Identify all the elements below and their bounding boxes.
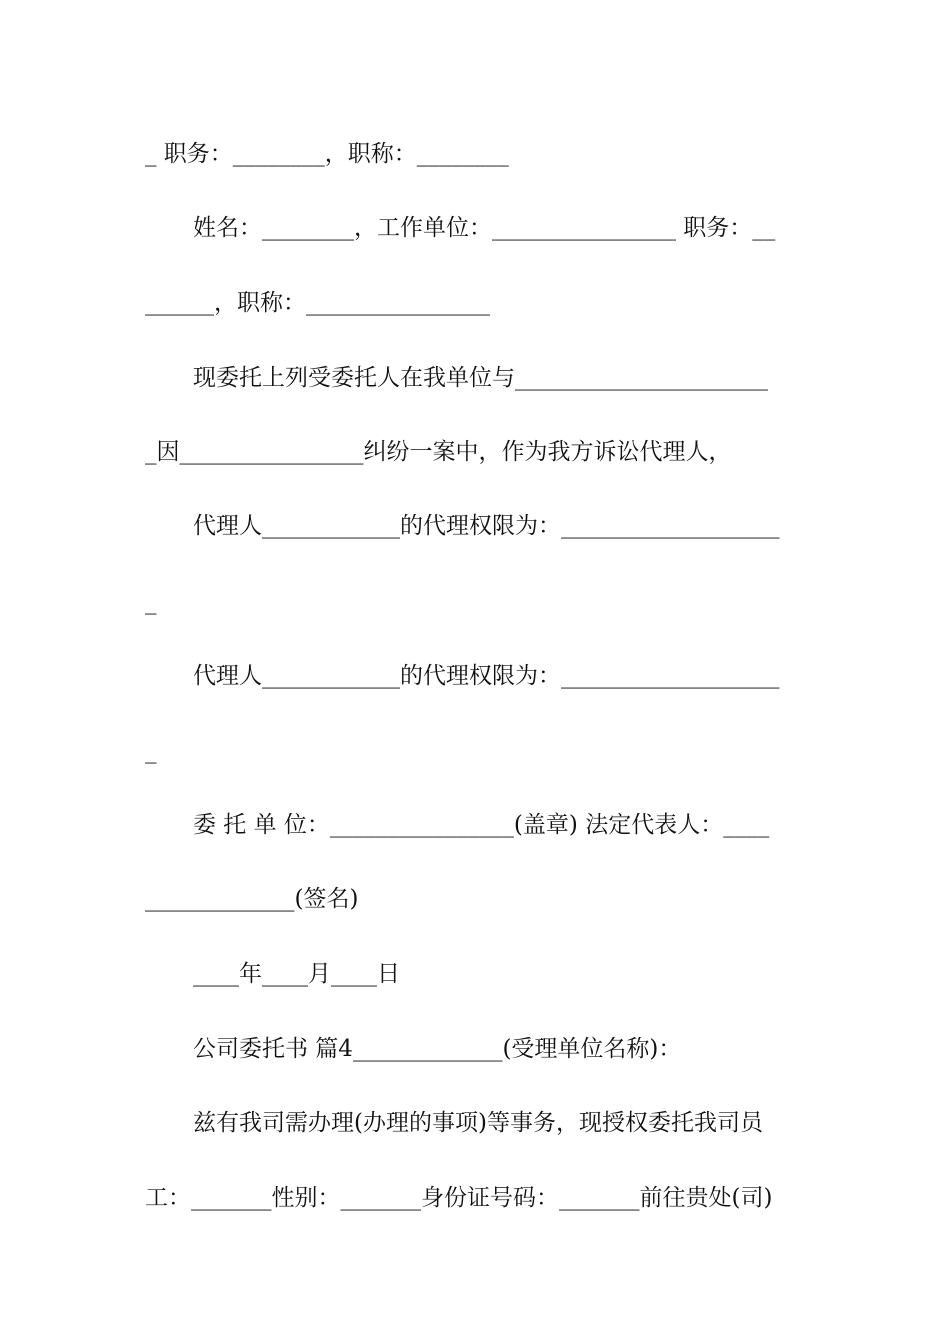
line-text: _____________(签名) — [145, 886, 359, 912]
line-text: 姓名：________，工作单位：________________ 职务：__ — [193, 215, 776, 241]
text-line-agent-authority-1 — [0, 506, 950, 546]
text-line-position-title — [0, 134, 950, 174]
line-text: _ 职务：________，职称：________ — [145, 141, 509, 167]
line-text: _ — [145, 589, 157, 615]
text-line-entrust — [0, 358, 950, 398]
line-text: ______，职称：________________ — [145, 290, 490, 316]
text-line-name-employer — [0, 208, 950, 248]
line-text: 代理人____________的代理权限为：___________________ — [193, 513, 780, 539]
line-text: 现委托上列受委托人在我单位与______________________ — [193, 365, 768, 391]
text-line-authorization — [0, 1103, 950, 1143]
text-line-date — [0, 954, 950, 994]
text-line-section-heading — [0, 1029, 950, 1069]
text-line-title — [0, 283, 950, 323]
line-text: ____年____月____日 — [193, 961, 400, 987]
text-line-signature — [0, 879, 950, 919]
text-line-agent-authority-2 — [0, 656, 950, 696]
line-text: 委 托 单 位：________________(盖章) 法定代表人：____ — [193, 812, 770, 838]
text-line-blank-1 — [0, 582, 950, 622]
text-line-employee-details — [0, 1178, 950, 1218]
text-line-dispute — [0, 432, 950, 472]
line-text: _ — [145, 738, 157, 764]
text-line-entrusting-unit — [0, 805, 950, 845]
line-text: 兹有我司需办理(办理的事项)等事务，现授权委托我司员 — [193, 1110, 763, 1136]
text-line-blank-2 — [0, 731, 950, 771]
line-text: 公司委托书 篇4_____________(受理单位名称)： — [193, 1036, 682, 1062]
line-text: _因________________纠纷一案中，作为我方诉讼代理人， — [145, 439, 732, 465]
line-text: 代理人____________的代理权限为：___________________ — [193, 663, 780, 689]
line-text: 工：_______性别：_______身份证号码：_______前往贵处(司) — [145, 1185, 773, 1211]
